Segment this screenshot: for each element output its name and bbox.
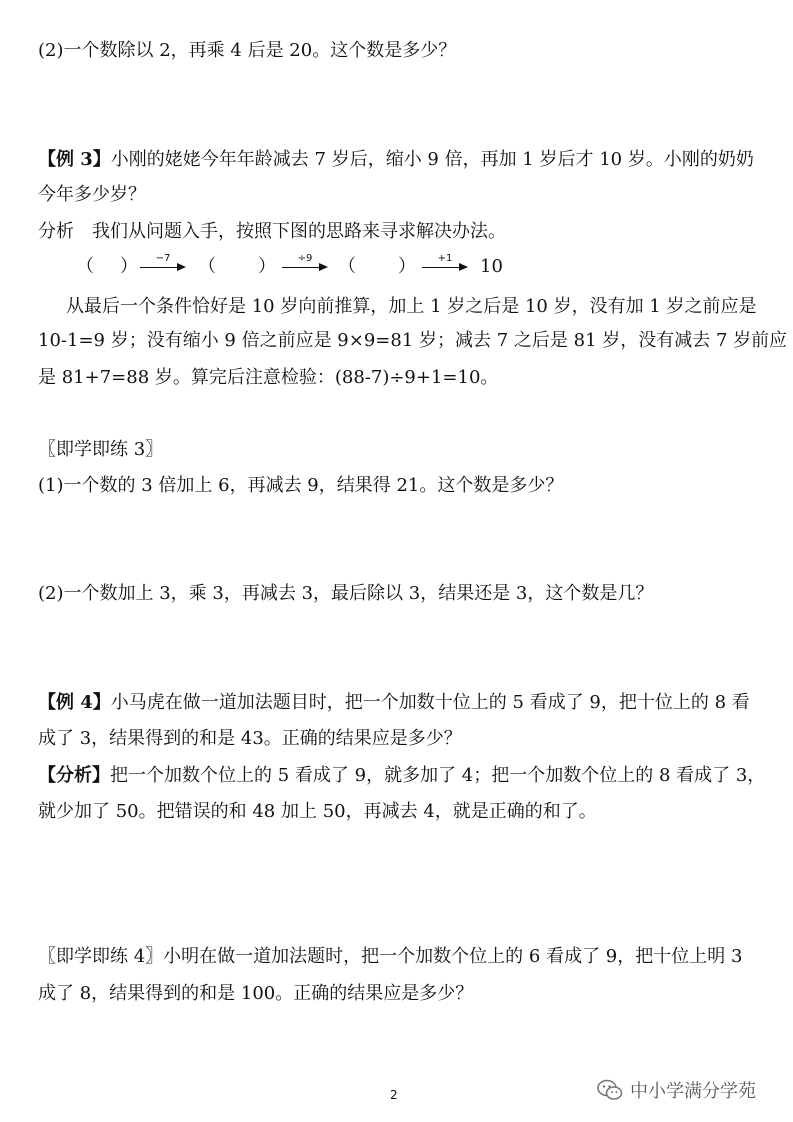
arrow-label-minus-7: −7 [155,253,171,264]
blank-close-1: ） [120,256,138,277]
blank-close-2: ） [258,256,276,277]
arrow-minus-7 [140,254,186,280]
example-3-text: 小刚的姥姥今年年龄减去 7 岁后，缩小 9 倍，再加 1 岁后才 10 岁。小刚的奶奶 [110,149,754,170]
page-number: 2 [390,1088,398,1102]
practice-4-line-1: 〖即学即练 4〗小明在做一道加法题时，把一个加数个位上的 6 看成了 9，把十位上明 3 [38,946,743,967]
arrow-label-divide-9: ÷9 [297,253,313,264]
example-3-solution-1: 从最后一个条件恰好是 10 岁向前推算，加上 1 岁之后是 10 岁，没有加 1 岁之前应是 [66,296,757,317]
watermark-text: 中小学满分学苑 [630,1081,756,1102]
example-4-analysis-text: 把一个加数个位上的 5 看成了 9，就多加了 4；把一个加数个位上的 8 看成了 3， [110,765,766,786]
example-4-analysis-line-2: 就少加了 50。把错误的和 48 加上 50，再减去 4，就是正确的和了。 [38,801,597,822]
example-3-solution-3: 是 81+7=88 岁。算完后注意检验：(88-7)÷9+1=10。 [38,367,499,388]
practice-3-title: 〖即学即练 3〗 [38,439,164,460]
arrow-label-plus-1: +1 [437,253,453,264]
example-3-tag: 【例 3】 [38,149,111,170]
wechat-icon [596,1078,624,1102]
example-3-analysis: 分析 我们从问题入手，按照下图的思路来寻求解决办法。 [38,221,506,242]
practice-3-question-1: (1)一个数的 3 倍加上 6，再减去 9，结果得 21。这个数是多少？ [38,475,564,496]
arrow-divide-9 [282,254,328,280]
blank-open-1: （ [76,256,94,277]
question-2: (2)一个数除以 2，再乘 4 后是 20。这个数是多少？ [38,40,457,61]
watermark [596,1076,756,1104]
example-4-text: 小马虎在做一道加法题目时，把一个加数十位上的 5 看成了 9，把十位上的 8 看 [110,692,750,713]
example-4-analysis-line-1 [38,763,766,789]
example-4-line-1 [38,690,763,716]
blank-open-2: （ [198,256,216,277]
example-3-line-1 [38,147,763,173]
example-4-tag: 【例 4】 [38,692,111,713]
example-3-solution-2: 10-1=9 岁；没有缩小 9 倍之前应是 9×9=81 岁；减去 7 之后是 81 岁，没有减去 7 岁前应 [38,330,788,351]
blank-close-3: ） [398,256,416,277]
reverse-reasoning-diagram [76,254,516,282]
example-4-analysis-tag: 【分析】 [38,765,110,786]
blank-open-3: （ [338,256,356,277]
example-3-line-2: 今年多少岁？ [38,184,146,205]
diagram-result: 10 [480,256,503,277]
example-4-line-2: 成了 3，结果得到的和是 43。正确的结果应是多少？ [38,728,462,749]
practice-3-question-2: (2)一个数加上 3，乘 3，再减去 3，最后除以 3，结果还是 3，这个数是几？ [38,583,654,604]
arrow-plus-1 [422,254,468,280]
practice-4-line-2: 成了 8，结果得到的和是 100。正确的结果应是多少？ [38,983,474,1004]
